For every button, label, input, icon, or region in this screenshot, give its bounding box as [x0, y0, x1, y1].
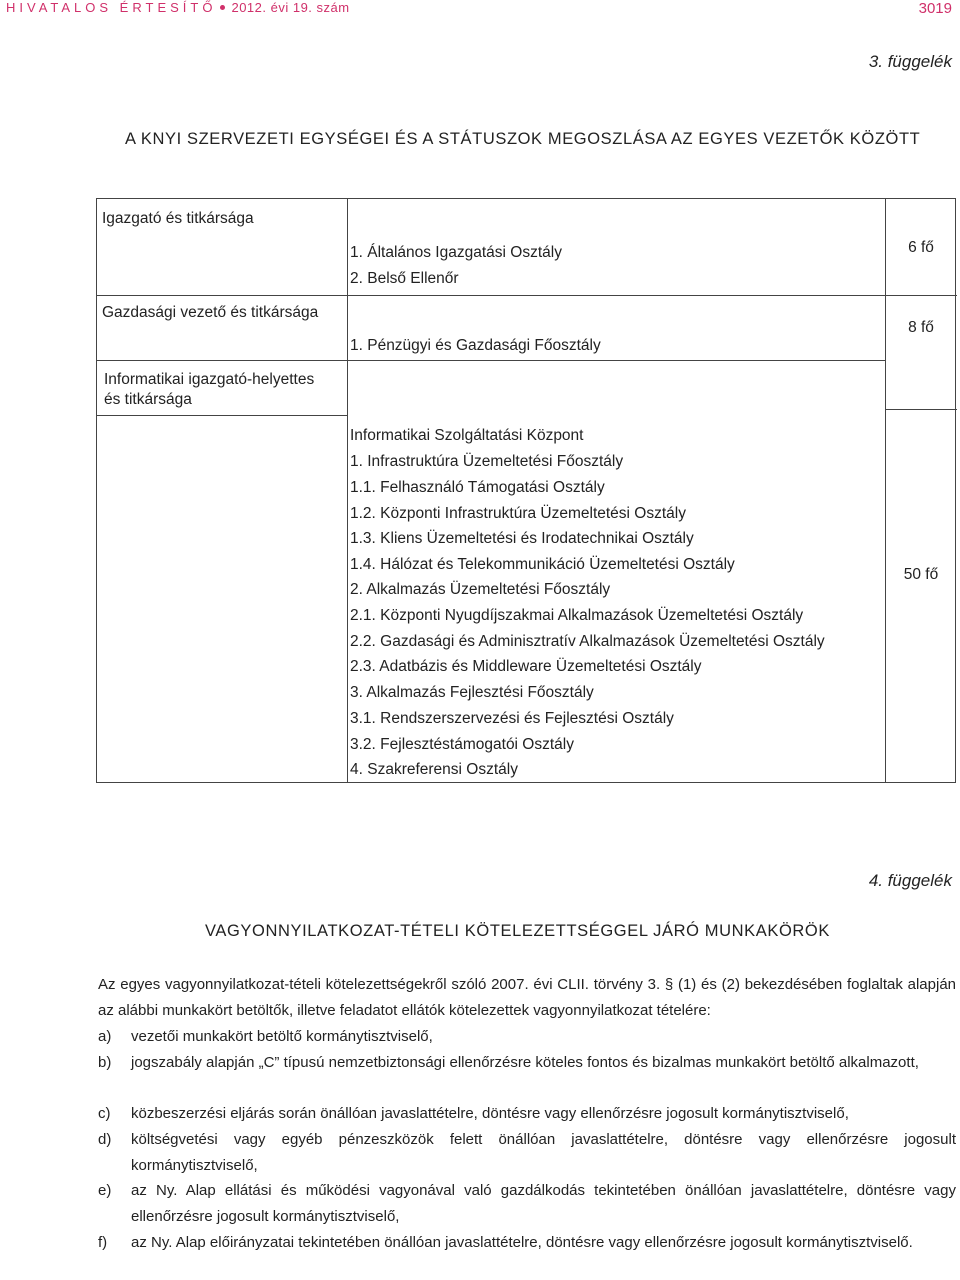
unit-item: Informatikai Szolgáltatási Központ	[350, 427, 584, 444]
unit-item: 2.3. Adatbázis és Middleware Üzemeltetési Osztály	[350, 658, 702, 675]
unit-item: 3. Alkalmazás Fejlesztési Főosztály	[350, 684, 594, 701]
unit-item: 2. Belső Ellenőr	[350, 270, 459, 287]
unit-item: 2. Alkalmazás Üzemeltetési Főosztály	[350, 581, 611, 598]
appendix-3-title: A KNYI SZERVEZETI EGYSÉGEI ÉS A STÁTUSZOK MEGOSZLÁSA AZ EGYES VEZETŐK KÖZÖTT	[125, 130, 921, 148]
page-number: 3019	[918, 0, 952, 17]
headcount: 6 fő	[908, 239, 934, 256]
unit-item: 1.4. Hálózat és Telekommunikáció Üzemeltetési Osztály	[350, 556, 735, 573]
unit-item: 1. Infrastruktúra Üzemeltetési Főosztály	[350, 453, 624, 470]
unit-item: 1. Pénzügyi és Gazdasági Főosztály	[350, 337, 601, 354]
list-item-label: e)	[98, 1182, 112, 1199]
appendix-4-title: VAGYONNYILATKOZAT-TÉTELI KÖTELEZETTSÉGGEL JÁRÓ MUNKAKÖRÖK	[205, 922, 830, 940]
list-item-text: költségvetési vagy egyéb pénzeszközök felett önállóan javaslattételre, döntésre vagy ellenőrzésre jogosult kormánytisztviselő,	[131, 1131, 956, 1174]
table-divider	[885, 295, 957, 296]
table-divider	[885, 199, 886, 782]
intro-paragraph: Az egyes vagyonnyilatkozat-tételi kötelezettségekről szóló 2007. évi CLII. törvény 3. § (1) és (2) bekezdésében foglaltak alapján az alábbi munkakört betöltők, illetve feladatot ellátók kötelezettek vagyonnyilatkozat tételére:	[98, 976, 956, 1019]
unit-item: 4. Szakreferensi Osztály	[350, 761, 518, 778]
unit-item: 1.1. Felhasználó Támogatási Osztály	[350, 479, 605, 496]
list-item-text: az Ny. Alap ellátási és működési vagyonával való gazdálkodás tekintetében önállóan javaslattételre, döntésre vagy ellenőrzésre jogosult kormánytisztviselő,	[131, 1182, 956, 1225]
list-item-label: a)	[98, 1028, 112, 1045]
list-item-text: az Ny. Alap előirányzatai tekintetében önállóan javaslattételre, döntésre vagy ellenőrzésre jogosult kormánytisztviselő.	[131, 1234, 913, 1251]
appendix-4-label: 4. függelék	[868, 871, 952, 890]
list-item-label: d)	[98, 1131, 112, 1148]
unit-item: 1.3. Kliens Üzemeltetési és Irodatechnikai Osztály	[350, 530, 694, 547]
unit-item: 2.2. Gazdasági és Adminisztratív Alkalmazások Üzemeltetési Osztály	[350, 633, 825, 650]
headcount: 50 fő	[903, 566, 939, 583]
leader-it-deputy	[104, 370, 314, 410]
list-item-label: f)	[98, 1234, 108, 1251]
table-divider	[97, 360, 347, 361]
leader-it-line: és titkársága	[104, 391, 192, 408]
unit-item: 1.2. Központi Infrastruktúra Üzemeltetési Osztály	[350, 505, 686, 522]
list-item-text: közbeszerzési eljárás során önállóan javaslattételre, döntésre vagy ellenőrzésre jogosult kormánytisztviselő,	[131, 1105, 849, 1122]
leader-it-line: Informatikai igazgató-helyettes	[104, 371, 315, 388]
leader-finance: Gazdasági vezető és titkársága	[102, 304, 319, 321]
table-divider	[347, 360, 885, 361]
list-item-text: jogszabály alapján „C” típusú nemzetbiztonsági ellenőrzésre köteles fontos és bizalmas munkakört betöltő alkalmazott,	[131, 1054, 919, 1071]
publication-name: HIVATALOS ÉRTESÍTŐ	[6, 0, 217, 15]
table-divider	[97, 295, 347, 296]
bullet-dot-icon	[220, 5, 225, 10]
unit-item: 3.1. Rendszerszervezési és Fejlesztési Osztály	[350, 710, 674, 727]
leader-director: Igazgató és titkársága	[102, 210, 254, 227]
list-item-label: c)	[98, 1105, 111, 1122]
table-divider	[885, 409, 957, 410]
list-item-text: vezetői munkakört betöltő kormánytisztviselő,	[131, 1028, 433, 1045]
appendix-3-label: 3. függelék	[868, 52, 952, 71]
unit-item: 3.2. Fejlesztéstámogatói Osztály	[350, 736, 574, 753]
list-item-label: b)	[98, 1054, 112, 1071]
table-divider	[97, 415, 347, 416]
table-divider	[347, 295, 885, 296]
running-header	[6, 0, 350, 15]
table-divider	[347, 199, 348, 782]
headcount: 8 fő	[908, 319, 934, 336]
unit-item: 1. Általános Igazgatási Osztály	[350, 244, 562, 261]
issue-label: 2012. évi 19. szám	[231, 0, 350, 15]
unit-item: 2.1. Központi Nyugdíjszakmai Alkalmazások Üzemeltetési Osztály	[350, 607, 804, 624]
